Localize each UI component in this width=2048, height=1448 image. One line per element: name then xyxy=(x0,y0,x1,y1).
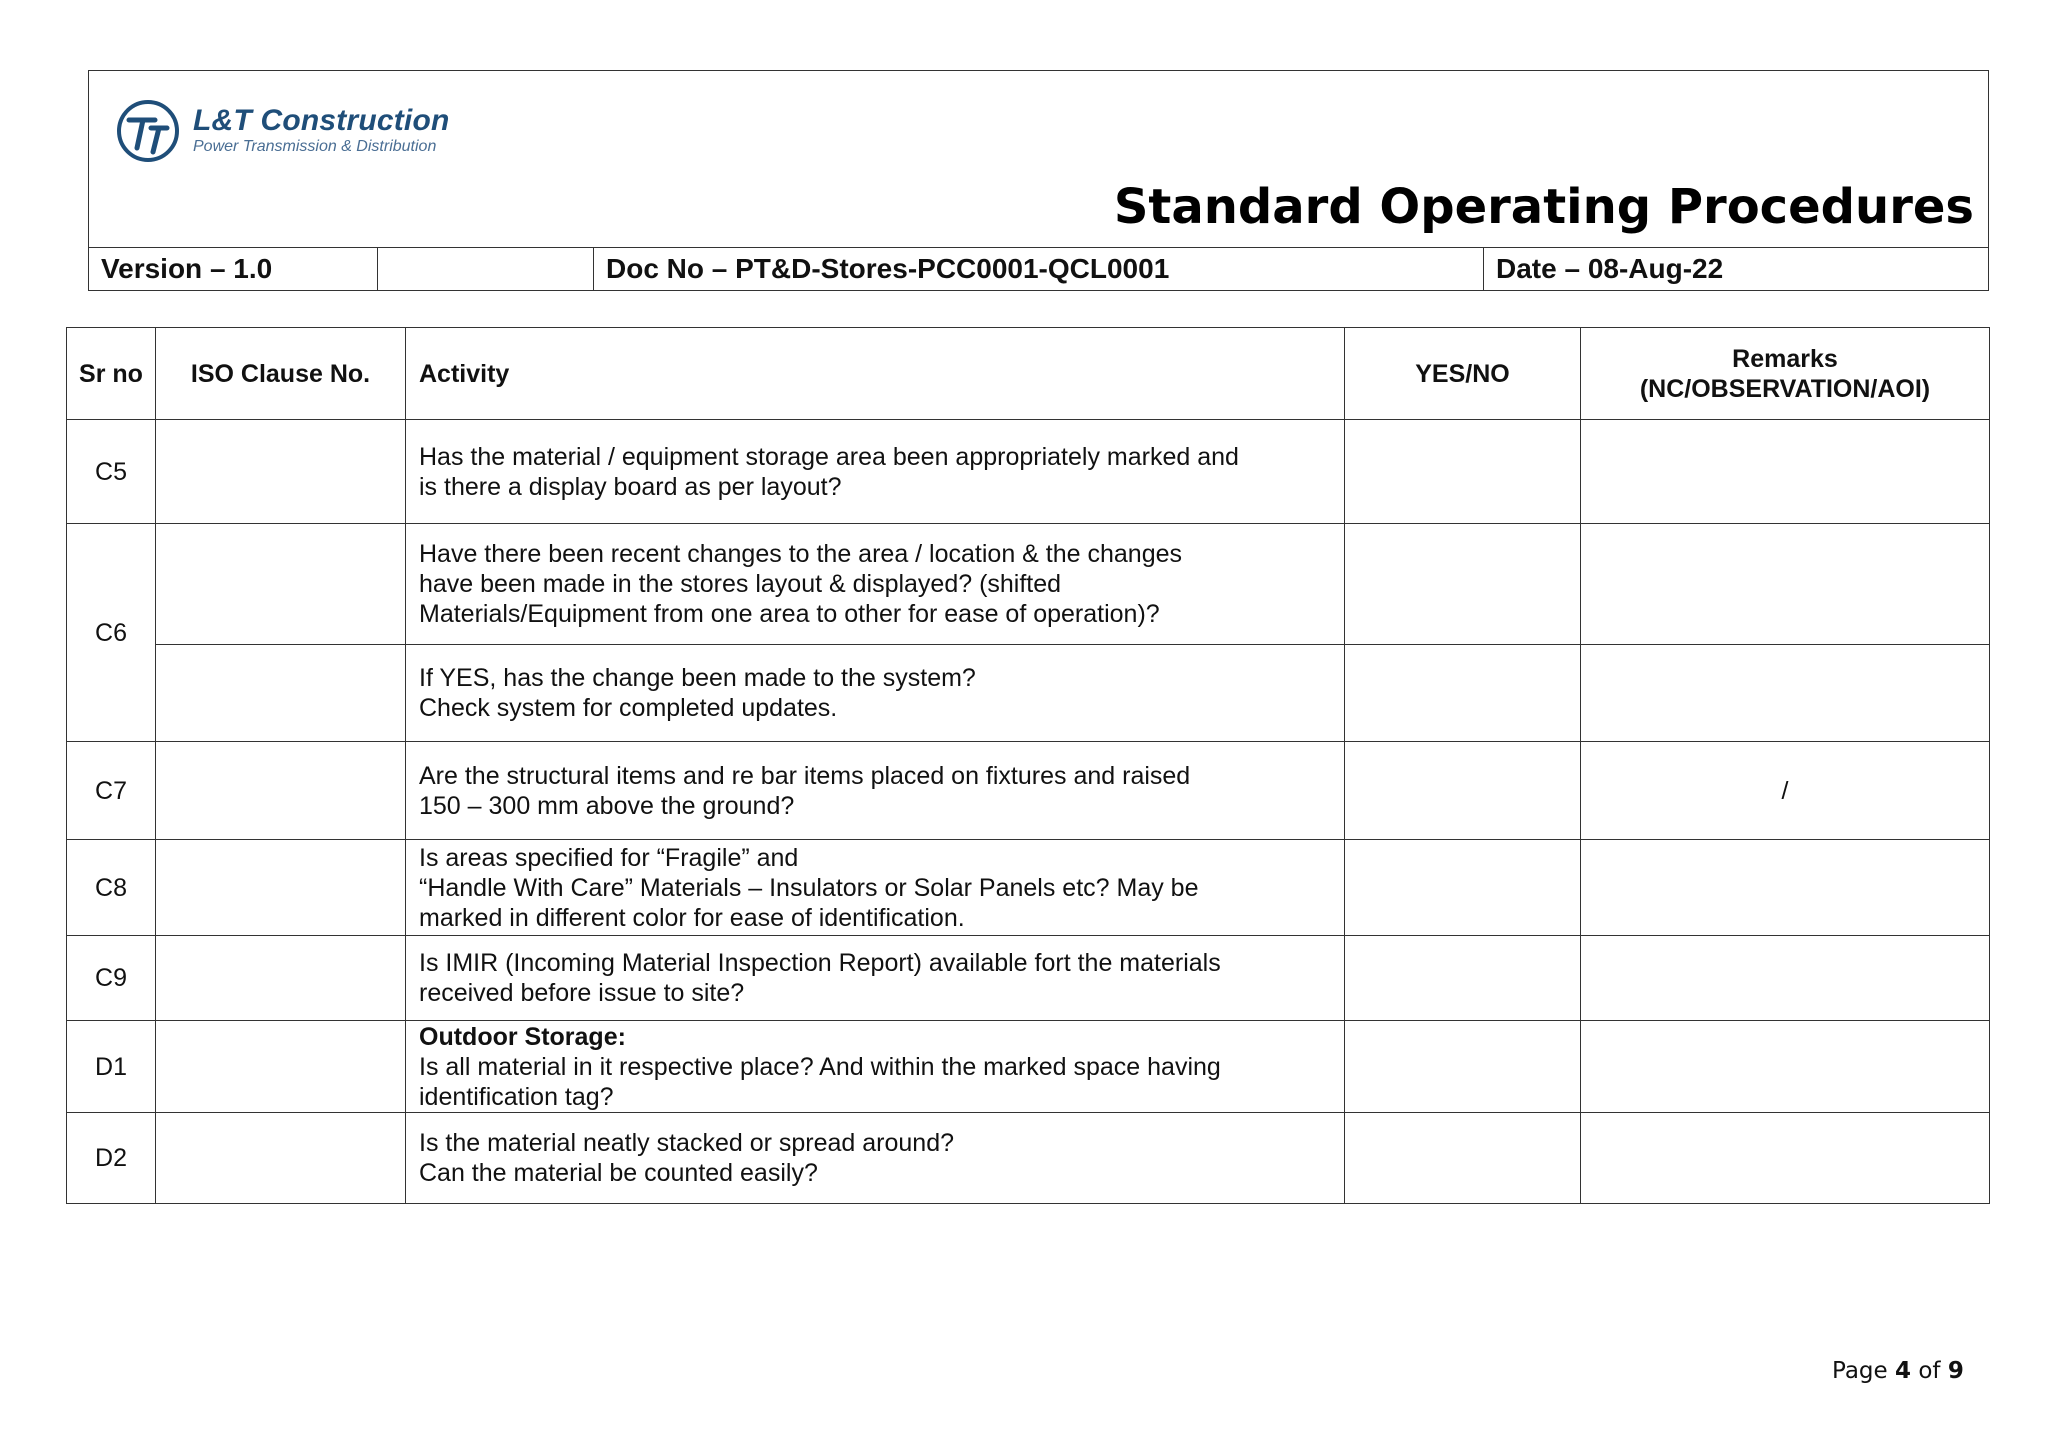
activity-cell xyxy=(406,936,1345,1021)
activity-line: Is all material in it respective place? And within the marked space having xyxy=(419,1052,1221,1081)
activity-line: is there a display board as per layout? xyxy=(419,472,842,501)
table-row xyxy=(67,645,1990,742)
date-cell: Date – 08-Aug-22 xyxy=(1496,253,1724,284)
checklist-table xyxy=(66,327,1990,1204)
sr-cell: C9 xyxy=(67,936,156,1021)
page-number xyxy=(1832,1358,1964,1384)
table-row xyxy=(67,524,1990,645)
doc-number-cell: Doc No – PT&D-Stores-PCC0001-QCL0001 xyxy=(594,247,1484,290)
sr-cell: C6 xyxy=(67,524,156,742)
sr-cell: C7 xyxy=(67,742,156,840)
activity-line: Is IMIR (Incoming Material Inspection Report) available fort the materials xyxy=(419,949,1221,977)
remarks-cell[interactable] xyxy=(1581,840,1990,936)
yes-no-cell[interactable] xyxy=(1345,1113,1581,1204)
table-row xyxy=(67,742,1990,840)
activity-line: Materials/Equipment from one area to other for ease of operation)? xyxy=(419,600,1160,628)
table-row xyxy=(67,1113,1990,1204)
company-logo xyxy=(115,91,475,171)
logo-company-name: L&T Construction xyxy=(193,104,450,137)
yes-no-cell[interactable] xyxy=(1345,420,1581,524)
yes-no-cell[interactable] xyxy=(1345,840,1581,936)
activity-cell xyxy=(406,524,1345,645)
logo-subtitle: Power Transmission & Distribution xyxy=(193,138,437,155)
iso-cell xyxy=(156,420,406,524)
page-current: 4 xyxy=(1895,1358,1912,1384)
activity-line: 150 – 300 mm above the ground? xyxy=(419,791,795,820)
header-yes-no: YES/NO xyxy=(1345,328,1581,420)
yes-no-cell[interactable] xyxy=(1345,524,1581,645)
sr-cell: C5 xyxy=(67,420,156,524)
activity-line: Have there been recent changes to the area / location & the changes xyxy=(419,540,1183,568)
activity-line: Is areas specified for “Fragile” and xyxy=(419,843,799,872)
activity-line: marked in different color for ease of identification. xyxy=(419,903,965,932)
table-header-row xyxy=(67,328,1990,420)
activity-line: Check system for completed updates. xyxy=(419,694,838,722)
activity-cell xyxy=(406,420,1345,524)
sr-cell: D2 xyxy=(67,1113,156,1204)
header-activity: Activity xyxy=(406,328,1345,420)
activity-cell xyxy=(406,742,1345,840)
activity-line: Can the material be counted easily? xyxy=(419,1159,818,1187)
yes-no-cell[interactable] xyxy=(1345,645,1581,742)
activity-line: Is the material neatly stacked or spread around? xyxy=(419,1129,955,1157)
table-row xyxy=(67,936,1990,1021)
header-remarks: Remarks (NC/OBSERVATION/AOI) xyxy=(1581,328,1990,420)
page-total: 9 xyxy=(1947,1358,1964,1384)
activity-cell xyxy=(406,1113,1345,1204)
document-meta-row xyxy=(89,247,1988,290)
remarks-cell[interactable] xyxy=(1581,1113,1990,1204)
activity-line: have been made in the stores layout & displayed? (shifted xyxy=(419,570,1062,598)
iso-cell xyxy=(156,1021,406,1113)
remarks-cell[interactable] xyxy=(1581,1021,1990,1113)
activity-heading: Outdoor Storage: xyxy=(419,1022,626,1051)
blank-cell xyxy=(378,247,594,290)
logo-text xyxy=(193,105,450,157)
document-title: Standard Operating Procedures xyxy=(1113,179,1974,235)
iso-cell xyxy=(156,936,406,1021)
activity-cell xyxy=(406,1021,1345,1113)
sr-cell: C8 xyxy=(67,840,156,936)
activity-line: received before issue to site? xyxy=(419,979,745,1007)
yes-no-cell[interactable] xyxy=(1345,936,1581,1021)
document-header xyxy=(88,70,1989,291)
activity-line: “Handle With Care” Materials – Insulators or Solar Panels etc? May be xyxy=(419,873,1199,902)
version-cell: Version – 1.0 xyxy=(89,247,378,290)
remarks-cell[interactable]: / xyxy=(1581,742,1990,840)
header-sr-no: Sr no xyxy=(67,328,156,420)
page-prefix: Page xyxy=(1832,1358,1888,1384)
yes-no-cell[interactable] xyxy=(1345,1021,1581,1113)
activity-line: identification tag? xyxy=(419,1082,614,1111)
iso-cell xyxy=(156,1113,406,1204)
sr-cell: D1 xyxy=(67,1021,156,1113)
page-of: of xyxy=(1918,1358,1941,1384)
remarks-cell[interactable] xyxy=(1581,420,1990,524)
activity-line: If YES, has the change been made to the system? xyxy=(419,664,976,692)
header-top xyxy=(89,71,1988,248)
activity-cell xyxy=(406,645,1345,742)
header-iso-clause: ISO Clause No. xyxy=(156,328,406,420)
yes-no-cell[interactable] xyxy=(1345,742,1581,840)
remarks-cell[interactable] xyxy=(1581,524,1990,645)
activity-cell xyxy=(406,840,1345,936)
remarks-cell[interactable] xyxy=(1581,645,1990,742)
table-row xyxy=(67,840,1990,936)
remarks-cell[interactable] xyxy=(1581,936,1990,1021)
iso-cell xyxy=(156,645,406,742)
activity-line: Has the material / equipment storage area been appropriately marked and xyxy=(419,442,1239,471)
iso-cell xyxy=(156,840,406,936)
table-row xyxy=(67,1021,1990,1113)
iso-cell xyxy=(156,524,406,645)
table-row xyxy=(67,420,1990,524)
lt-logo-icon xyxy=(115,98,181,164)
activity-line: Are the structural items and re bar items placed on fixtures and raised xyxy=(419,761,1191,790)
iso-cell xyxy=(156,742,406,840)
